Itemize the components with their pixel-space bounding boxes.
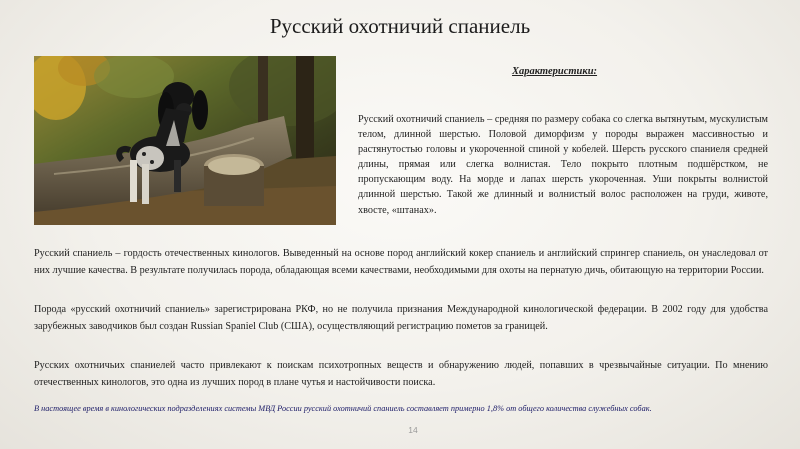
- paragraph-usage: Русских охотничьих спаниелей часто привлекают к поискам психотропных веществ и обнаружению людей, попавших в чрезвычайные ситуации. По мнению отечественных кинологов, это одна из лучших пород в плане чутья и настойчивости поиска.: [34, 360, 768, 388]
- paragraph-origin: Русский спаниель – гордость отечественных кинологов. Выведенный на основе пород английский кокер спаниель и английский спрингер спаниель, он унаследовал от них лучшие качества. В результате получилась порода, обладающая всеми качествами, необходимыми для охоты на пернатую дичь, обитающую на территории России.: [34, 248, 768, 276]
- spaniel-photo: [34, 56, 336, 225]
- footnote: В настоящее время в кинологических подразделениях системы МВД России русский охотничий спаниель составляет примерно 1,8% от общего количества служебных собак.: [34, 404, 652, 413]
- paragraph-registration: Порода «русский охотничий спаниель» зарегистрирована РКФ, но не получила признания Международной кинологической федерации. В 2002 году для удобства зарубежных заводчиков был создан Russian Spaniel Club (США), осуществляющий регистрацию пометов за границей.: [34, 304, 768, 332]
- characteristics-text: Русский охотничий спаниель – средняя по размеру собака со слегка вытянутым, мускулистым телом, длинной шерстью. Половой диморфизм у породы выражен массивностью и растянутостью головы и укороченной спиной у кобелей. Шерсть русского спаниеля средней длины, прямая или слегка волнистая. Тело покрыто плотным подшёрстком, не пропускающим воду. На морде и лапах шерсть укороченная. Уши покрыты волнистой длинной шерстью. Такой же длинный и волнистый волос расположен на груди, животе, хвосте, «штанах».: [358, 114, 768, 216]
- characteristics-heading: Характеристики:: [512, 66, 598, 77]
- slide-title: Русский охотничий спаниель: [269, 14, 531, 38]
- page-number: 14: [408, 425, 418, 435]
